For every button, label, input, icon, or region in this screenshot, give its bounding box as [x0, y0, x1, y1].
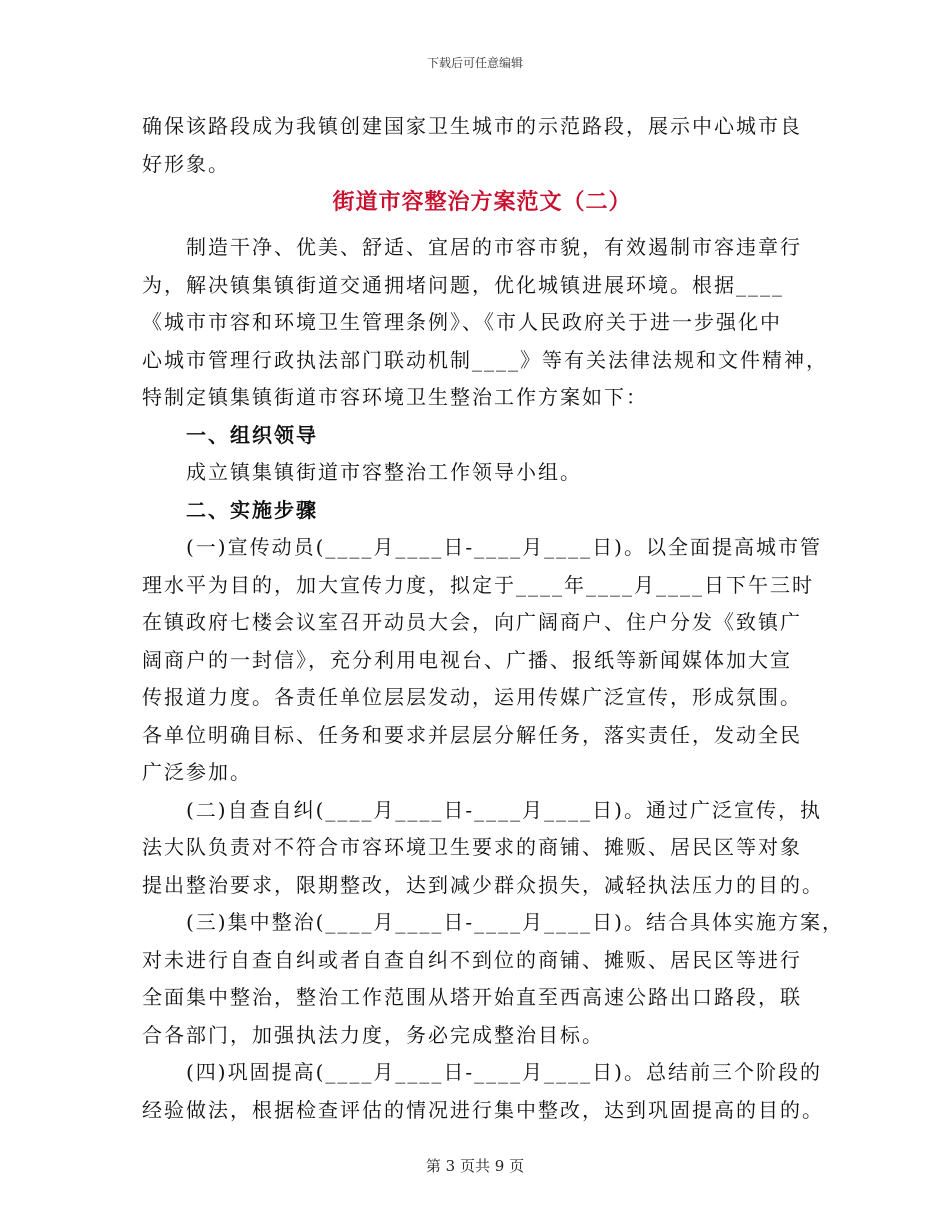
page-header: 下载后可任意编辑 [426, 56, 523, 70]
section-heading: 二、实施步骤 [186, 497, 318, 522]
paragraph-line: 对未进行自查自纠或者自查自纠不到位的商铺、摊贩、居民区等进行 [142, 947, 802, 972]
paragraph-line: 成立镇集镇街道市容整治工作领导小组。 [186, 460, 582, 484]
paragraph-line: 广泛参加。 [142, 760, 252, 784]
paragraph-line: (二)自查自纠(____月____日-____月____日)。通过广泛宣传，执 [186, 797, 822, 822]
paragraph-line: 心城市管理行政执法部门联动机制____》等有关法律法规和文件精神， [142, 347, 828, 372]
paragraph-line: 确保该路段成为我镇创建国家卫生城市的示范路段，展示中心城市良 [142, 114, 802, 138]
page-footer: 第 3 页共 9 页 [425, 1157, 525, 1175]
paragraph-line: 制造干净、优美、舒适、宜居的市容市貌，有效遏制市容违章行 [186, 235, 802, 259]
paragraph-line: 提出整治要求，限期整改，达到减少群众损失，减轻执法压力的目的。 [142, 872, 824, 897]
paragraph-line: 在镇政府七楼会议室召开动员大会，向广阔商户、住户分发《致镇广 [142, 610, 802, 634]
paragraph-line: 为，解决镇集镇街道交通拥堵问题，优化城镇进展环境。根据____ [142, 272, 784, 297]
paragraph-line: 理水平为目的，加大宣传力度，拟定于____年____月____日下午三时 [142, 572, 814, 597]
paragraph-line: 法大队负责对不符合市容环境卫生要求的商铺、摊贩、居民区等对象 [142, 835, 802, 859]
paragraph-line: 合各部门，加强执法力度，务必完成整治目标。 [142, 1022, 604, 1047]
document-body [142, 108, 844, 1129]
paragraph-line: 特制定镇集镇街道市容环境卫生整治工作方案如下： [142, 385, 648, 409]
paragraph-line: (四)巩固提高(____月____日-____月____日)。总结前三个阶段的 [186, 1060, 822, 1084]
section-heading: 一、组织领导 [186, 422, 318, 447]
paragraph-line: 经验做法，根据检查评估的情况进行集中整改，达到巩固提高的目的。 [142, 1097, 824, 1122]
paragraph-line: (一)宣传动员(____月____日-____月____日)。以全面提高城市管 [186, 535, 822, 559]
paragraph-line: 《城市市容和环境卫生管理条例》、《市人民政府关于进一步强化中 [142, 310, 782, 334]
paragraph-line: 阔商户的一封信》，充分利用电视台、广播、报纸等新闻媒体加大宣 [142, 647, 792, 672]
paragraph-line: 传报道力度。各责任单位层层发动，运用传媒广泛宣传，形成氛围。 [142, 685, 802, 709]
paragraph-line: 各单位明确目标、任务和要求并层层分解任务，落实责任，发动全民 [142, 722, 802, 747]
paragraph-line: 好形象。 [142, 151, 230, 176]
paragraph-line: (三)集中整治(____月____日-____月____日)。结合具体实施方案， [186, 910, 844, 934]
document-title: 街道市容整治方案范文（二） [332, 189, 632, 215]
paragraph-line: 全面集中整治，整治工作范围从塔开始直至西高速公路出口路段，联 [142, 985, 802, 1009]
